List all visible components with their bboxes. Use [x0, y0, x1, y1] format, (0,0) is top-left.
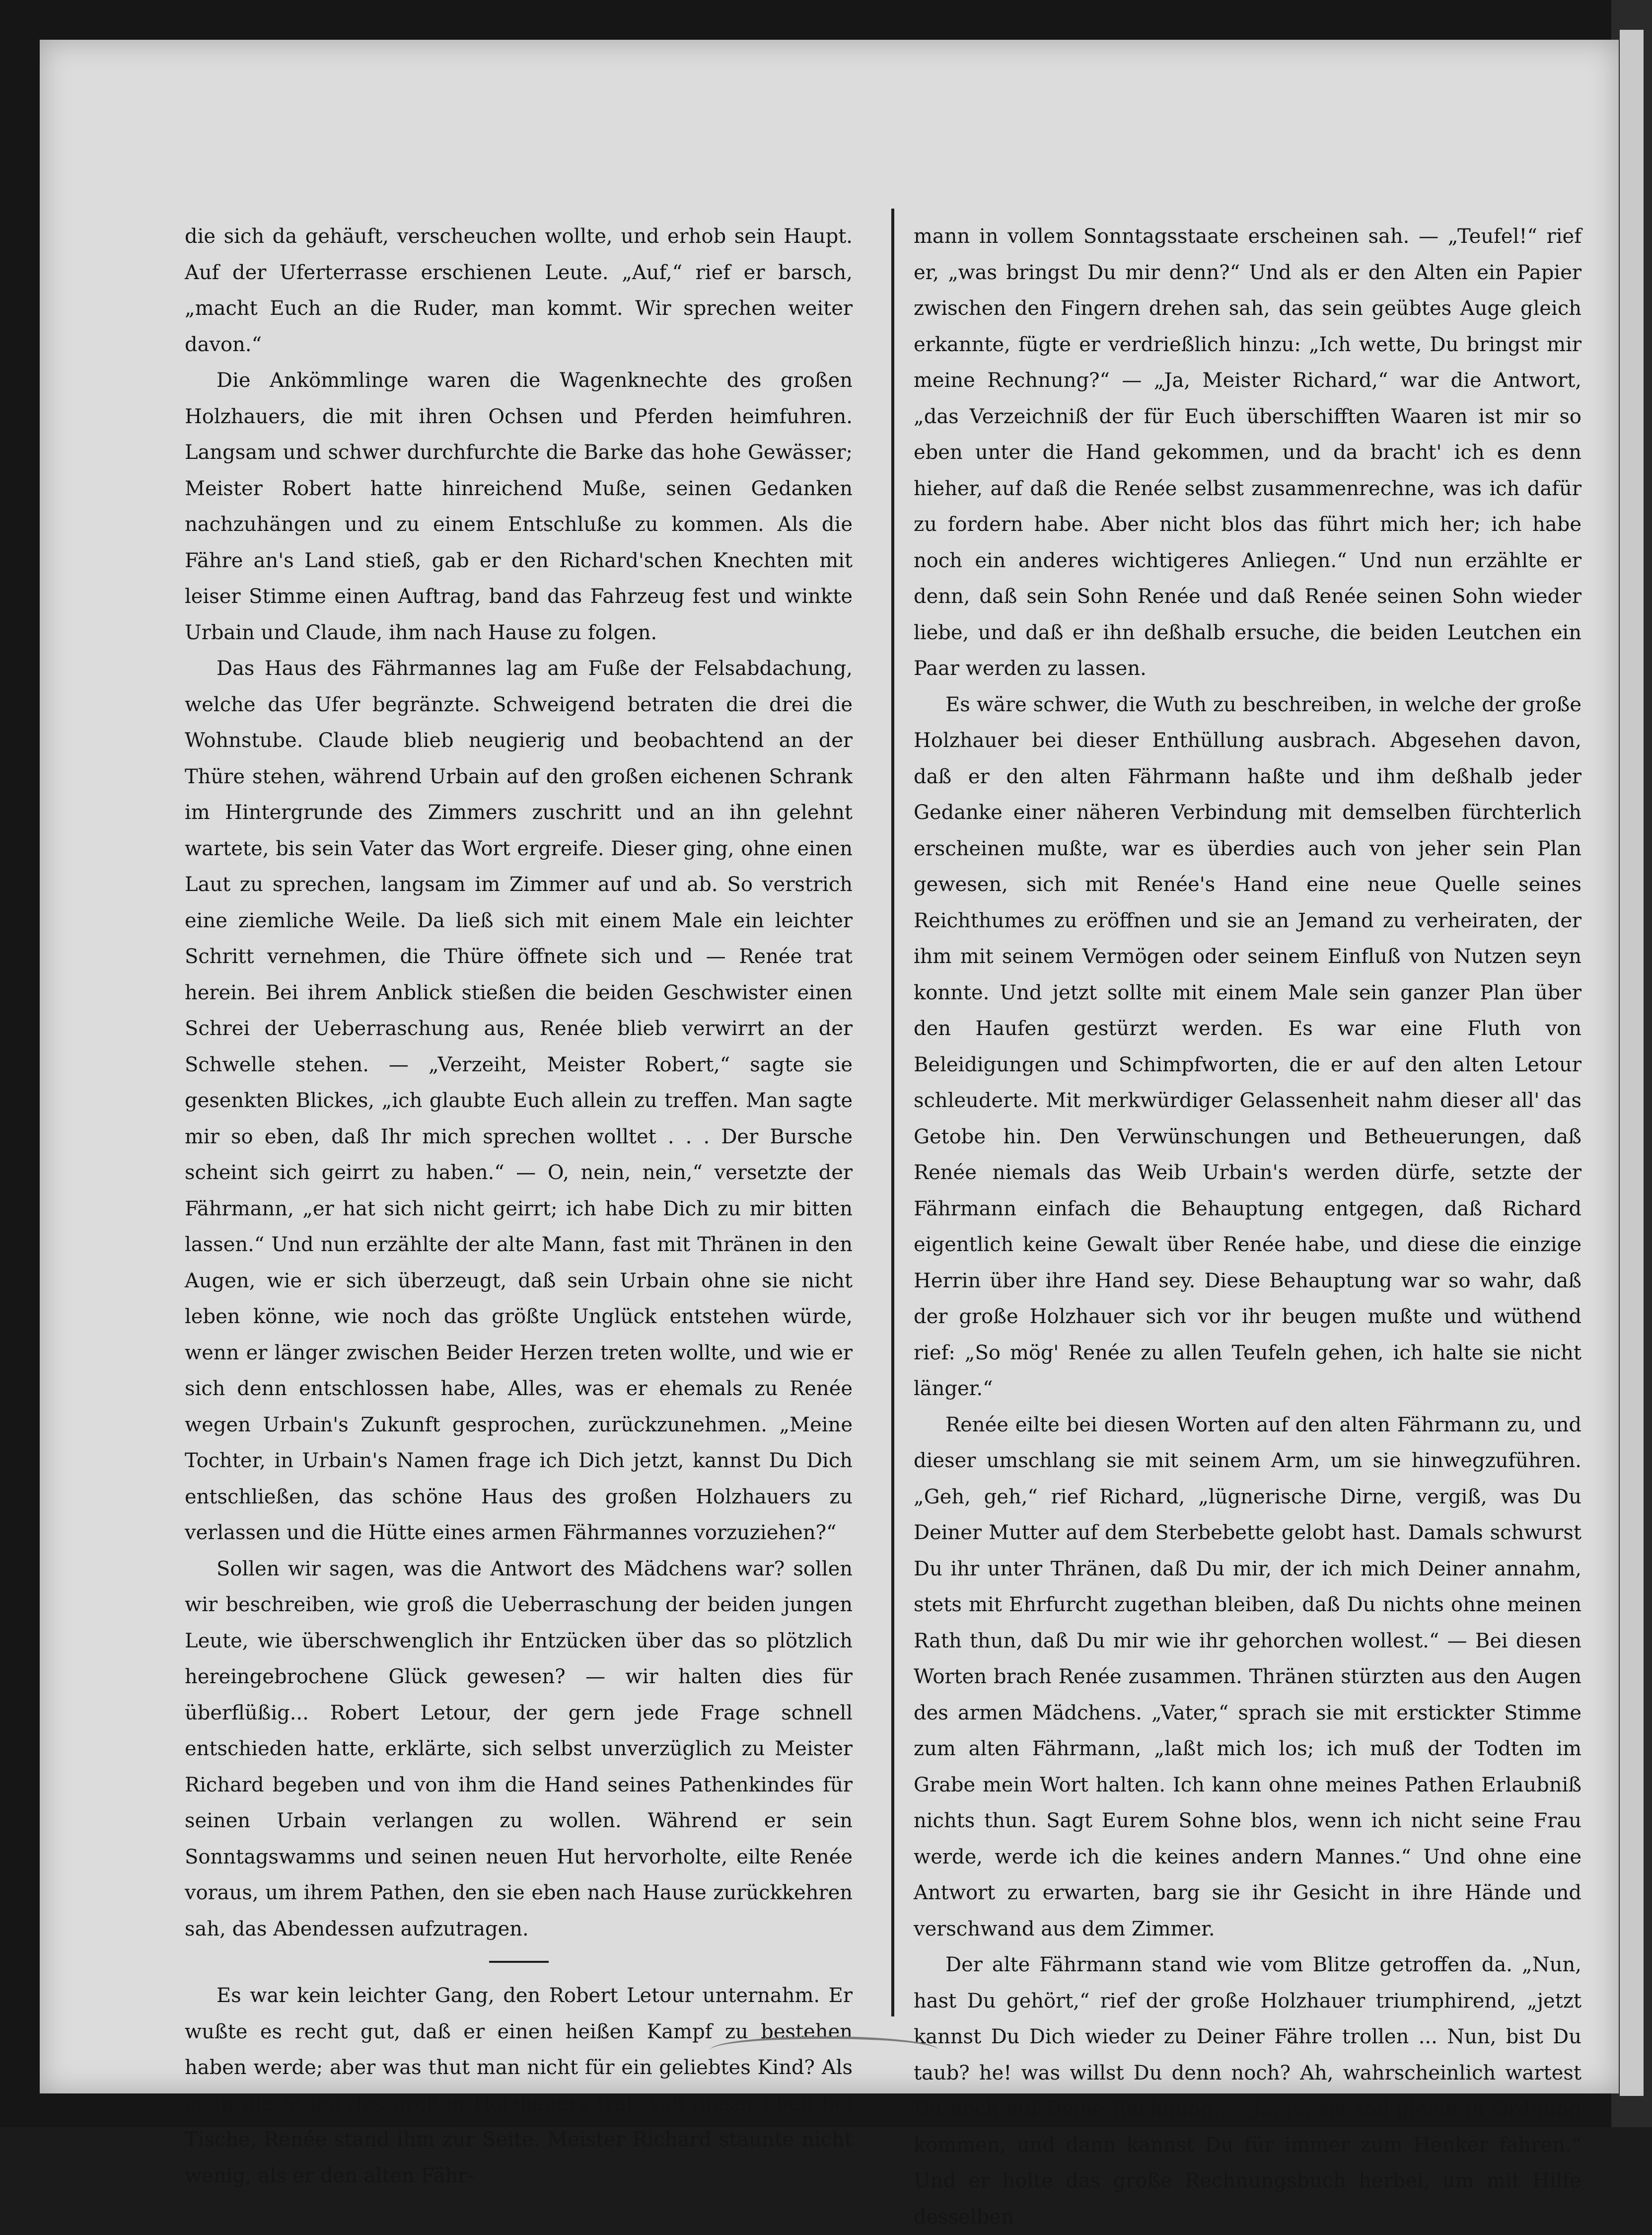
right-column — [914, 219, 1581, 2229]
left-column — [185, 219, 853, 2187]
section-separator — [489, 1961, 549, 1963]
right-paragraph-1: mann in vollem Sonntagsstaate erscheinen sah. — „Teufel!“ rief er, „was bringst Du mir denn?“ Und als er den Alten ein Papier zwischen den Fingern drehen sah, das sein geübtes Auge gleich erkannte, fügte er verdrießlich hinzu: „Ich wette, Du bringst mir meine Rechnung?“ — „Ja, Meister Richard,“ war die Antwort, „das Verzeichniß der für Euch überschifften Waaren ist mir so eben unter die Hand gekommen, und da bracht' ich es denn hieher, auf daß die Renée selbst zusammenrechne, was ich dafür zu fordern habe. Aber nicht blos das führt mich her; ich habe noch ein anderes wichtigeres Anliegen.“ Und nun erzählte er denn, daß sein Sohn Renée und daß Renée seinen Sohn wieder liebe, und daß er ihn deßhalb ersuche, die beiden Leutchen ein Paar werden zu lassen. — [914, 225, 1581, 680]
binding-mark — [710, 2036, 938, 2064]
left-paragraph-2: Die Ankömmlinge waren die Wagenknechte des großen Holzhauers, die mit ihren Ochsen und Pferden heimfuhren. Langsam und schwer durchfurchte die Barke das hohe Gewässer; Meister Robert hatte hinreichend Muße, seinen Gedanken nachzuhängen und zu einem Entschluße zu kommen. Als die Fähre an's Land stieß, gab er den Richard'schen Knechten mit leiser Stimme einen Auftrag, band das Fahrzeug fest und winkte Urbain und Claude, ihm nach Hause zu folgen. — [185, 369, 853, 644]
right-paragraph-4: Der alte Fährmann stand wie vom Blitze getroffen da. „Nun, hast Du gehört,“ rief der große Holzhauer triumphirend, „jetzt kannst Du Dich wieder zu Deiner Fähre trollen ... Nun, bist Du taub? he! was willst Du denn noch? Ah, wahrscheinlich wartest Du noch auf Deine Rechnung..... Ja, ja, sie soll gleich in Ordnung kommen, und dann kannst Du für immer zum Henker fahren.“ Und er holte das große Rechnungsbuch herbei, um mit Hilfe desselben — [914, 1953, 1581, 2229]
newspaper-page — [40, 40, 1619, 2229]
left-paragraph-5: Es war kein leichter Gang, den Robert Letour unternahm. Er wußte es recht gut, daß er einen heißen Kampf zu bestehen haben werde; aber was thut man nicht für ein geliebtes Kind? Als er in die Stube des großen Holzhauers trat, saß dieser eben bei Tische, Renée stand ihm zur Seite. Meister Richard staunte nicht wenig, als er den alten Fähr- — [185, 1984, 853, 2187]
left-paragraph-1: die sich da gehäuft, verscheuchen wollte, und erhob sein Haupt. Auf der Uferterrasse erschienen Leute. „Auf,“ rief er barsch, „macht Euch an die Ruder, man kommt. Wir sprechen weiter davon.“ — [185, 225, 853, 356]
column-divider — [891, 209, 894, 2016]
right-paragraph-3: Renée eilte bei diesen Worten auf den alten Fährmann zu, und dieser umschlang sie mit seinem Arm, um sie hinwegzuführen. „Geh, geh,“ rief Richard, „lügnerische Dirne, vergiß, was Du Deiner Mutter auf dem Sterbebette gelobt hast. Damals schwurst Du ihr unter Thränen, daß Du mir, der ich mich Deiner annahm, stets mit Ehrfurcht zugethan bleiben, daß Du nichts ohne meinen Rath thun, daß Du mir wie ihr gehorchen wollest.“ — Bei diesen Worten brach Renée zusammen. Thränen stürzten aus den Augen des armen Mädchens. „Vater,“ sprach sie mit erstickter Stimme zum alten Fährmann, „laßt mich los; ich muß der Todten im Grabe mein Wort halten. Ich kann ohne meines Pathen Erlaubniß nichts thun. Sagt Eurem Sohne blos, wenn ich nicht seine Frau werde, werde ich die keines andern Mannes.“ Und ohne eine Antwort zu erwarten, barg sie ihr Gesicht in ihre Hände und verschwand aus dem Zimmer. — [914, 1413, 1581, 1940]
left-paragraph-4: Sollen wir sagen, was die Antwort des Mädchens war? sollen wir beschreiben, wie groß die Ueberraschung der beiden jungen Leute, wie überschwenglich ihr Entzücken über das so plötzlich hereingebrochene Glück gewesen? — wir halten dies für überflüßig... Robert Letour, der gern jede Frage schnell entschieden hatte, erklärte, sich selbst unverzüglich zu Meister Richard begeben und von ihm die Hand seines Pathenkindes für seinen Urbain verlangen zu wollen. Während er sein Sonntagswamms und seinen neuen Hut hervorholte, eilte Renée voraus, um ihrem Pathen, den sie eben nach Hause zurückkehren sah, das Abendessen aufzutragen. — [185, 1557, 853, 1940]
adjacent-page-strip — [1620, 30, 1644, 2096]
right-paragraph-2: Es wäre schwer, die Wuth zu beschreiben, in welche der große Holzhauer bei dieser Enthüllung ausbrach. Abgesehen davon, daß er den alten Fährmann haßte und ihm deßhalb jeder Gedanke einer näheren Verbindung mit demselben fürchterlich erscheinen mußte, war es überdies auch von jeher sein Plan gewesen, sich mit Renée's Hand eine neue Quelle seines Reichthumes zu eröffnen und sie an Jemand zu verheiraten, der ihm mit seinem Vermögen oder seinem Einfluß von Nutzen seyn konnte. Und jetzt sollte mit einem Male sein ganzer Plan über den Haufen gestürzt werden. Es war eine Fluth von Beleidigungen und Schimpfworten, die er auf den alten Letour schleuderte. Mit merkwürdiger Gelassenheit nahm dieser all' das Getobe hin. Den Verwünschungen und Betheuerungen, daß Renée niemals das Weib Urbain's werden dürfe, setzte der Fährmann einfach die Behauptung entgegen, daß Richard eigentlich keine Gewalt über Renée habe, und diese die einzige Herrin über ihre Hand sey. Diese Behauptung war so wahr, daß der große Holzhauer sich vor ihr beugen mußte und wüthend rief: „So mög' Renée zu allen Teufeln gehen, ich halte sie nicht länger.“ — [914, 693, 1581, 1400]
left-paragraph-3: Das Haus des Fährmannes lag am Fuße der Felsabdachung, welche das Ufer begränzte. Schweigend betraten die drei die Wohnstube. Claude blieb neugierig und beobachtend an der Thüre stehen, während Urbain auf den großen eichenen Schrank im Hintergrunde des Zimmers zuschritt und an ihn gelehnt wartete, bis sein Vater das Wort ergreife. Dieser ging, ohne einen Laut zu sprechen, langsam im Zimmer auf und ab. So verstrich eine ziemliche Weile. Da ließ sich mit einem Male ein leichter Schritt vernehmen, die Thüre öffnete sich und — Renée trat herein. Bei ihrem Anblick stießen die beiden Geschwister einen Schrei der Ueberraschung aus, Renée blieb verwirrt an der Schwelle stehen. — „Verzeiht, Meister Robert,“ sagte sie gesenkten Blickes, „ich glaubte Euch allein zu treffen. Man sagte mir so eben, daß Ihr mich sprechen wolltet . . . Der Bursche scheint sich geirrt zu haben.“ — O, nein, nein,“ versetzte der Fährmann, „er hat sich nicht geirrt; ich habe Dich zu mir bitten lassen.“ Und nun erzählte der alte Mann, fast mit Thränen in den Augen, wie er sich überzeugt, daß sein Urbain ohne sie nicht leben könne, wie noch das größte Unglück entstehen würde, wenn er länger zwischen Beider Herzen treten wollte, und wie er sich denn entschlossen habe, Alles, was er ehemals zu Renée wegen Urbain's Zukunft gesprochen, zurückzunehmen. „Meine Tochter, in Urbain's Namen frage ich Dich jetzt, kannst Du Dich entschließen, das schöne Haus des großen Holzhauers zu verlassen und die Hütte eines armen Fährmannes vorzuziehen?“ — [185, 657, 853, 1544]
